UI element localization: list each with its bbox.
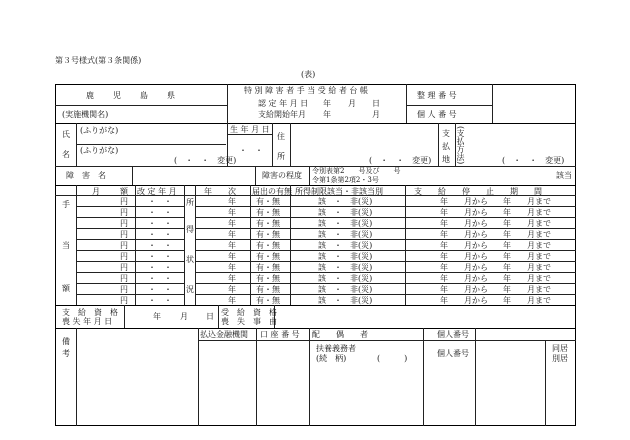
header-fiscal-year: 年 次 [204, 187, 236, 196]
revision-dots: ・ ・ [148, 241, 172, 250]
notice-yes-no[interactable]: 有・無 [256, 241, 280, 250]
amount-yen: 円 [120, 274, 128, 283]
revision-dots: ・ ・ [148, 230, 172, 239]
name-change-note: ( ・ ・ 変更) [174, 156, 237, 165]
remarks-char-1: 備 [62, 337, 70, 346]
suspension-to: 年 月まで [503, 263, 551, 272]
living-together-label: 同居 [552, 344, 568, 353]
living-apart-label: 別居 [552, 354, 568, 363]
amount-yen: 円 [120, 296, 128, 305]
address-change-note: ( ・ ・ 変更) [369, 156, 432, 165]
suspension-from: 年 月から [440, 241, 488, 250]
disability-name-label: 障 害 名 [66, 171, 106, 180]
suspension-to: 年 月まで [503, 208, 551, 217]
prefecture-name: 鹿 児 島 県 [86, 91, 176, 100]
income-limit-choice[interactable]: 該 ・ 非(災) [318, 208, 373, 217]
income-year: 年 [228, 263, 236, 272]
header-revision-date: 改 定 年 月 [137, 187, 177, 196]
birthdate-label: 生 年 月 日 [230, 125, 270, 134]
suspension-from: 年 月から [440, 252, 488, 261]
suspension-to: 年 月まで [503, 219, 551, 228]
suspension-from: 年 月から [440, 285, 488, 294]
loss-month: 月 [180, 312, 188, 321]
revision-dots: ・ ・ [148, 285, 172, 294]
income-limit-choice[interactable]: 該 ・ 非(災) [318, 197, 373, 206]
management-number-label: 整 理 番 号 [417, 91, 457, 100]
income-limit-choice[interactable]: 該 ・ 非(災) [318, 241, 373, 250]
furigana-surname: (ふりがな) [80, 126, 119, 135]
revision-dots: ・ ・ [148, 252, 172, 261]
notice-yes-no[interactable]: 有・無 [256, 263, 280, 272]
spouse-label: 配 偶 者 [312, 330, 368, 339]
suspension-from: 年 月から [440, 274, 488, 283]
payment-start-year: 年 [323, 110, 331, 119]
income-col-char-3: 状 [186, 255, 194, 264]
dependent-label-2: (続 柄) [316, 354, 347, 363]
birthdate-dots: ・ ・ [239, 146, 263, 155]
amount-yen: 円 [120, 197, 128, 206]
suspension-to: 年 月まで [503, 296, 551, 305]
form-identifier: 第３号様式(第３条関係) [55, 56, 142, 65]
suspension-to: 年 月まで [503, 252, 551, 261]
suspension-from: 年 月から [440, 230, 488, 239]
income-limit-choice[interactable]: 該 ・ 非(災) [318, 219, 373, 228]
loss-reason-label-1: 受 給 資 格 [221, 308, 277, 317]
income-year: 年 [228, 230, 236, 239]
form-title: 特 別 障 害 者 手 当 受 給 者 台 帳 [244, 86, 368, 95]
suspension-from: 年 月から [440, 296, 488, 305]
allowance-col-char-1: 手 [62, 200, 70, 209]
notice-yes-no[interactable]: 有・無 [256, 197, 280, 206]
loss-year: 年 [153, 312, 161, 321]
address-char-1: 住 [277, 132, 285, 141]
applicable-label: 該当 [556, 171, 572, 180]
suspension-to: 年 月まで [503, 274, 551, 283]
revision-dots: ・ ・ [148, 219, 172, 228]
payee-char-3: 地 [442, 155, 450, 164]
income-year: 年 [228, 274, 236, 283]
certified-month: 月 [348, 99, 356, 108]
payment-start-month: 月 [372, 110, 380, 119]
income-limit-choice[interactable]: 該 ・ 非(災) [318, 274, 373, 283]
loss-reason-label-2: 喪 失 事 由 [221, 317, 277, 326]
rule-line-1: 令別表第2 号及び 号 [312, 167, 401, 175]
allowance-col-char-3: 額 [62, 284, 70, 293]
income-col-char-4: 況 [186, 285, 194, 294]
revision-dots: ・ ・ [148, 263, 172, 272]
income-year: 年 [228, 296, 236, 305]
payment-start-label: 支給開始年月 [258, 110, 306, 119]
loss-day: 日 [206, 312, 214, 321]
suspension-from: 年 月から [440, 219, 488, 228]
transfer-bank-label: 払込金融機関 [200, 330, 248, 339]
income-year: 年 [228, 241, 236, 250]
amount-yen: 円 [120, 263, 128, 272]
header-notice: 届出の有無 [252, 187, 292, 196]
suspension-to: 年 月まで [503, 285, 551, 294]
rule-line-2: 令第1条第2項2・3号 [312, 176, 379, 184]
spouse-personal-number-label: 個人番号 [437, 330, 469, 339]
notice-yes-no[interactable]: 有・無 [256, 230, 280, 239]
amount-yen: 円 [120, 208, 128, 217]
certified-year: 年 [323, 99, 331, 108]
form-frame [55, 84, 576, 426]
header-amount: 額 [120, 187, 128, 196]
dependent-personal-number-label: 個人番号 [437, 349, 469, 358]
amount-yen: 円 [120, 285, 128, 294]
income-year: 年 [228, 285, 236, 294]
furigana-given: (ふりがな) [80, 146, 119, 155]
agency-label: (実施機関名) [62, 110, 109, 119]
income-year: 年 [228, 219, 236, 228]
notice-yes-no[interactable]: 有・無 [256, 274, 280, 283]
income-limit-choice[interactable]: 該 ・ 非(災) [318, 285, 373, 294]
amount-yen: 円 [120, 219, 128, 228]
income-limit-choice[interactable]: 該 ・ 非(災) [318, 252, 373, 261]
suspension-to: 年 月まで [503, 241, 551, 250]
revision-dots: ・ ・ [148, 274, 172, 283]
given-name-char: 名 [62, 150, 70, 159]
payee-char-2: 払 [442, 142, 450, 151]
income-col-char-1: 所 [186, 198, 194, 207]
certified-date-label: 認 定 年 月 日 [258, 99, 309, 108]
suspension-from: 年 月から [440, 197, 488, 206]
income-year: 年 [228, 197, 236, 206]
relationship-blank: ( ) [377, 354, 408, 363]
notice-yes-no[interactable]: 有・無 [256, 285, 280, 294]
header-suspension-period: 支 給 停 止 期 間 [414, 187, 542, 196]
suspension-to: 年 月まで [503, 230, 551, 239]
allowance-col-char-2: 当 [62, 241, 70, 250]
income-col-char-2: 得 [186, 225, 194, 234]
form-side-label: (表) [301, 70, 316, 79]
income-limit-choice[interactable]: 該 ・ 非(災) [318, 263, 373, 272]
suspension-from: 年 月から [440, 263, 488, 272]
surname-char: 氏 [62, 130, 70, 139]
payee-char-1: 支 [442, 129, 450, 138]
account-number-label: 口 座 番 号 [260, 330, 300, 339]
amount-yen: 円 [120, 252, 128, 261]
revision-dots: ・ ・ [148, 208, 172, 217]
amount-yen: 円 [120, 230, 128, 239]
income-limit-choice[interactable]: 該 ・ 非(災) [318, 296, 373, 305]
suspension-to: 年 月まで [503, 197, 551, 206]
revision-dots: ・ ・ [148, 197, 172, 206]
revision-dots: ・ ・ [148, 296, 172, 305]
personal-number-label: 個 人 番 号 [417, 110, 457, 119]
header-month: 月 [92, 187, 100, 196]
notice-yes-no[interactable]: 有・無 [256, 252, 280, 261]
disability-degree-label: 障害の程度 [262, 171, 302, 180]
payee-method: (支払方法) [456, 126, 465, 165]
income-limit-choice[interactable]: 該 ・ 非(災) [318, 230, 373, 239]
loss-date-label-1: 支 給 資 格 [62, 308, 118, 317]
amount-yen: 円 [120, 241, 128, 250]
income-year: 年 [228, 252, 236, 261]
payee-change-note: ( ・ ・ 変更) [502, 156, 565, 165]
notice-yes-no[interactable]: 有・無 [256, 296, 280, 305]
notice-yes-no[interactable]: 有・無 [256, 219, 280, 228]
certified-day: 日 [372, 99, 380, 108]
suspension-from: 年 月から [440, 208, 488, 217]
income-year: 年 [228, 208, 236, 217]
dependent-label-1: 扶養義務者 [316, 344, 356, 353]
address-char-2: 所 [277, 152, 285, 161]
header-income-limit: 所得制限該当・非該当別 [295, 187, 383, 196]
notice-yes-no[interactable]: 有・無 [256, 208, 280, 217]
loss-date-label-2: 喪 失 年 月 日 [62, 317, 113, 326]
remarks-char-2: 考 [62, 349, 70, 358]
